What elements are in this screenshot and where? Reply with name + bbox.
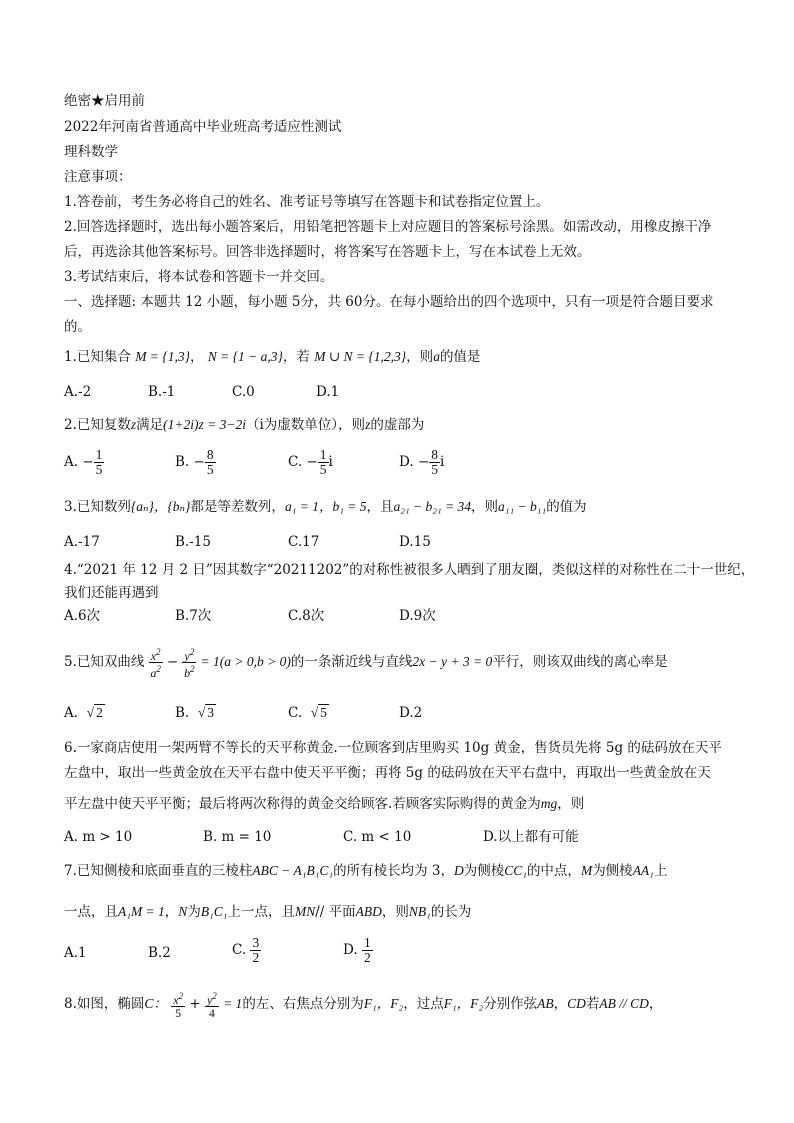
q4-option-d: D.9次 xyxy=(399,608,436,624)
question-2: 2.已知复数z满足(1+2i)z = 3−2i（i为虚数单位），则z的虚部为 xyxy=(64,417,425,433)
question-7-cont: 一点，且A₁M = 1，N为B₁C₁上一点，且MN// 平面ABD，则NB₁的长为 xyxy=(64,904,472,920)
q3-option-a: A.-17 xyxy=(64,534,100,550)
question-6-cont: 左盘中，取出一些黄金放在天平右盘中使天平平衡；再将 5g 的砝码放在天平右盘中，再取出一些黄金放在天 xyxy=(64,765,711,781)
question-6: 6.一家商店使用一架两臂不等长的天平称黄金.一位顾客到店里购买 10g 黄金，售货员先将 5g 的砝码放在天平 xyxy=(64,740,722,756)
question-1: 1.已知集合 M = {1,3}， N = {1 − a,3}，若 M ∪ N = {1,2,3}，则a的值是 xyxy=(64,349,481,365)
q7-option-a: A.1 xyxy=(64,945,87,961)
notice-item: 后，再选涂其他答案标号。回答非选择题时，将答案写在答题卡上，写在本试卷上无效。 xyxy=(64,244,591,260)
q1-option-b: B.-1 xyxy=(148,384,176,400)
q1-option-d: D.1 xyxy=(316,384,340,400)
q3-option-d: D.15 xyxy=(399,534,431,550)
notice-title: 注意事项： xyxy=(64,169,132,185)
q6-option-d: D.以上都有可能 xyxy=(483,829,579,845)
question-3: 3.已知数列{aₙ}，{bₙ}都是等差数列，a₁ = 1，b₁ = 5，且a₂₁ − b₂₁ = 34，则a₁₁ − b₁₁的值为 xyxy=(64,499,587,515)
q2-option-c: C. − $\frac{1}{5}$ i xyxy=(288,447,333,477)
q2-option-d: D. − $\frac{8}{5}$ i xyxy=(399,447,445,477)
question-4-cont: 我们还能再遇到 xyxy=(64,585,159,601)
q5-option-a: A. √ 2 xyxy=(64,705,103,721)
q3-option-b: B.-15 xyxy=(175,534,211,550)
question-5: 5.已知双曲线 $\frac{x^2}{a^2}$ − $\frac{y^2}{b^2}$ = 1(a > 0,b > 0)的一条渐近线与直线2x − y + 3 = 0平行，则该双曲线的离心率是 xyxy=(64,647,668,680)
q7-option-d: D. $\frac{1}{2}$ xyxy=(343,935,371,965)
q1-option-c: C.0 xyxy=(232,384,255,400)
q2-option-b: B. − $\frac{8}{5}$ xyxy=(175,447,214,477)
section-heading-cont: 的。 xyxy=(64,319,91,335)
notice-item: 2.回答选择题时，选出每小题答案后，用铅笔把答题卡上对应题目的答案标号涂黑。如需改动，用橡皮擦干净 xyxy=(64,219,712,235)
q5-option-b: B. √ 3 xyxy=(175,705,214,721)
notice-item: 1.答卷前，考生务必将自己的姓名、准考证号等填写在答题卡和试卷指定位置上。 xyxy=(64,194,550,210)
q6-option-a: A. m > 10 xyxy=(64,829,133,845)
q3-option-c: C.17 xyxy=(288,534,320,550)
q7-option-c: C. $\frac{3}{2}$ xyxy=(232,935,260,965)
q2-option-a: A. − $\frac{1}{5}$ xyxy=(64,447,103,477)
q6-option-b: B. m = 10 xyxy=(203,829,272,845)
subject: 理科数学 xyxy=(64,144,118,160)
question-7: 7.已知侧棱和底面垂直的三棱柱ABC − A₁B₁C₁的所有棱长均为 3，D为侧棱CC₁的中点，M为侧棱AA₁上 xyxy=(64,863,668,879)
secret-label: 绝密★启用前 xyxy=(64,93,145,109)
section-heading: 一、选择题: 本题共 12 小题，每小题 5分，共 60分。在每小题给出的四个选项中，只有一项是符合题目要求 xyxy=(64,294,714,310)
q4-option-c: C.8次 xyxy=(288,608,325,624)
q4-option-a: A.6次 xyxy=(64,608,101,624)
q5-option-c: C. √ 5 xyxy=(288,705,327,721)
q6-option-c: C. m < 10 xyxy=(343,829,412,845)
question-4: 4.“2021 年 12 月 2 日”因其数字“20211202”的对称性被很多人晒到了朋友圈，类似这样的对称性在二十一世纪， xyxy=(64,562,755,578)
question-8: 8.如图，椭圆C： $\frac{x^2}{5}$ + $\frac{y^2}{4}$ = 1的左、右焦点分别为F₁，F₂，过点F₁，F₂分别作弦AB，CD若AB // CD， xyxy=(64,991,663,1020)
exam-title: 2022年河南省普通高中毕业班高考适应性测试 xyxy=(64,119,342,135)
notice-item: 3.考试结束后，将本试卷和答题卡一并交回。 xyxy=(64,269,334,285)
q4-option-b: B.7次 xyxy=(175,608,212,624)
q1-option-a: A.-2 xyxy=(64,384,92,400)
q5-option-d: D.2 xyxy=(399,705,423,721)
question-6-cont: 平左盘中使天平平衡；最后将两次称得的黄金交给顾客.若顾客实际购得的黄金为mg，则 xyxy=(64,796,585,812)
q7-option-b: B.2 xyxy=(148,945,171,961)
